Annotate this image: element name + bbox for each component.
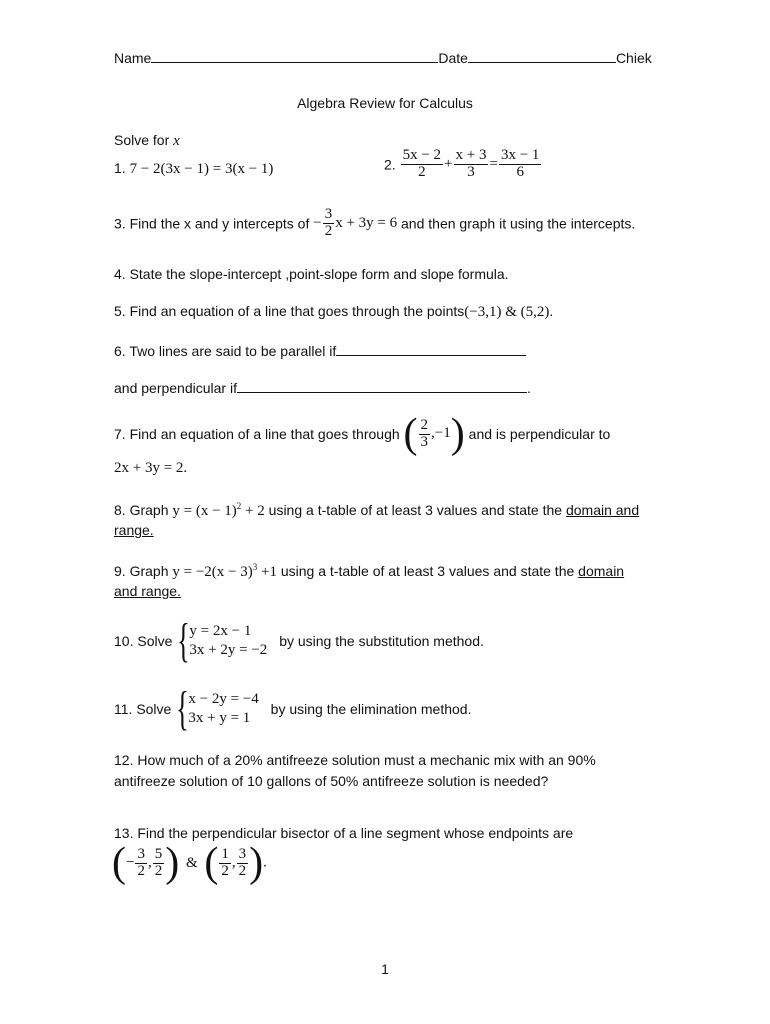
parallel-answer-field[interactable] [336, 343, 526, 356]
problem-11-system: x − 2y = −4 3x + y = 1 [188, 691, 259, 726]
problem-13-endpoints: (− $\frac{3}{2}$ , $\frac{5}{2}$ ) & ( $\frac{1}{2}$ , $\frac{3}{2}$ ). [112, 840, 267, 886]
problem-5-points: (−3,1) & (5,2) [464, 304, 550, 320]
date-label: Date [438, 50, 468, 66]
problem-8-function: $y = (x - 1)^2 + 2$ [172, 501, 265, 519]
teacher-name: Chiek [615, 50, 652, 66]
problem-5: 5. Find an equation of a line that goes through the points(−3,1) & (5,2). [114, 303, 554, 320]
page-title: Algebra Review for Calculus [297, 95, 473, 111]
problem-7-point: ( $\frac{2}{3}$ ,−1) [403, 411, 465, 457]
problem-9: 9. Graph $y = -2(x - 3)^3 +1$ using a t-table of at least 3 values and state the domain [114, 562, 625, 580]
perpendicular-answer-field[interactable] [237, 380, 527, 393]
date-field[interactable] [468, 50, 616, 63]
brace-icon: { [177, 614, 191, 667]
problem-8: 8. Graph $y = (x - 1)^2 + 2$ using a t-table of at least 3 values and state the domain and [114, 501, 640, 519]
problem-12-line-1: 12. How much of a 20% antifreeze solution must a mechanic mix with an 90% [114, 752, 596, 768]
solve-heading: Solve for x [114, 132, 180, 149]
problem-2: 2. $\frac{5x - 2}{2}$ + $\frac{x + 3}{3}$ = $\frac{3x - 1}{6}$ [384, 148, 542, 181]
problem-12-line-2: antifreeze solution of 10 gallons of 50% antifreeze solution is needed? [114, 773, 549, 789]
name-label: Name [114, 50, 152, 66]
problem-2-equation: $\frac{5x - 2}{2}$ + $\frac{x + 3}{3}$ = $\frac{3x - 1}{6}$ [402, 147, 540, 180]
problem-7: 7. Find an equation of a line that goes through ( $\frac{2}{3}$ ,−1) and is perpendicular to [114, 411, 611, 457]
problem-4: 4. State the slope-intercept ,point-slope form and slope formula. [114, 266, 509, 282]
problem-1-equation: 7 − 2(3x − 1) = 3(x − 1) [129, 161, 274, 177]
problem-9-function: $y = -2(x - 3)^3 +1$ [172, 562, 277, 580]
page-number: 1 [381, 961, 389, 977]
name-field[interactable] [151, 50, 438, 63]
problem-1: 1. 7 − 2(3x − 1) = 3(x − 1) [114, 160, 274, 177]
problem-7-line: 2x + 3y = 2. [114, 460, 188, 476]
problem-3-equation: − $\frac{3}{2}$ x + 3y = 6 [313, 206, 398, 239]
problem-9-range: and range. [114, 583, 181, 599]
header-line [114, 50, 652, 65]
problem-6-line-1: 6. Two lines are said to be parallel if [114, 343, 526, 358]
brace-icon: { [176, 682, 190, 735]
problem-11: 11. Solve { x − 2y = −4 3x + y = 1 by using the elimination method. [114, 682, 472, 735]
problem-10-system: y = 2x − 1 3x + 2y = −2 [189, 623, 268, 658]
problem-3: 3. Find the x and y intercepts of − $\frac{3}{2}$ x + 3y = 6 and then graph it using the intercepts. [114, 206, 636, 239]
problem-13-line-1: 13. Find the perpendicular bisector of a line segment whose endpoints are [114, 825, 574, 841]
problem-8-range: range. [114, 522, 154, 538]
problem-6-line-2: and perpendicular if . [114, 380, 531, 396]
problem-10: 10. Solve { y = 2x − 1 3x + 2y = −2 by using the substitution method. [114, 614, 484, 667]
